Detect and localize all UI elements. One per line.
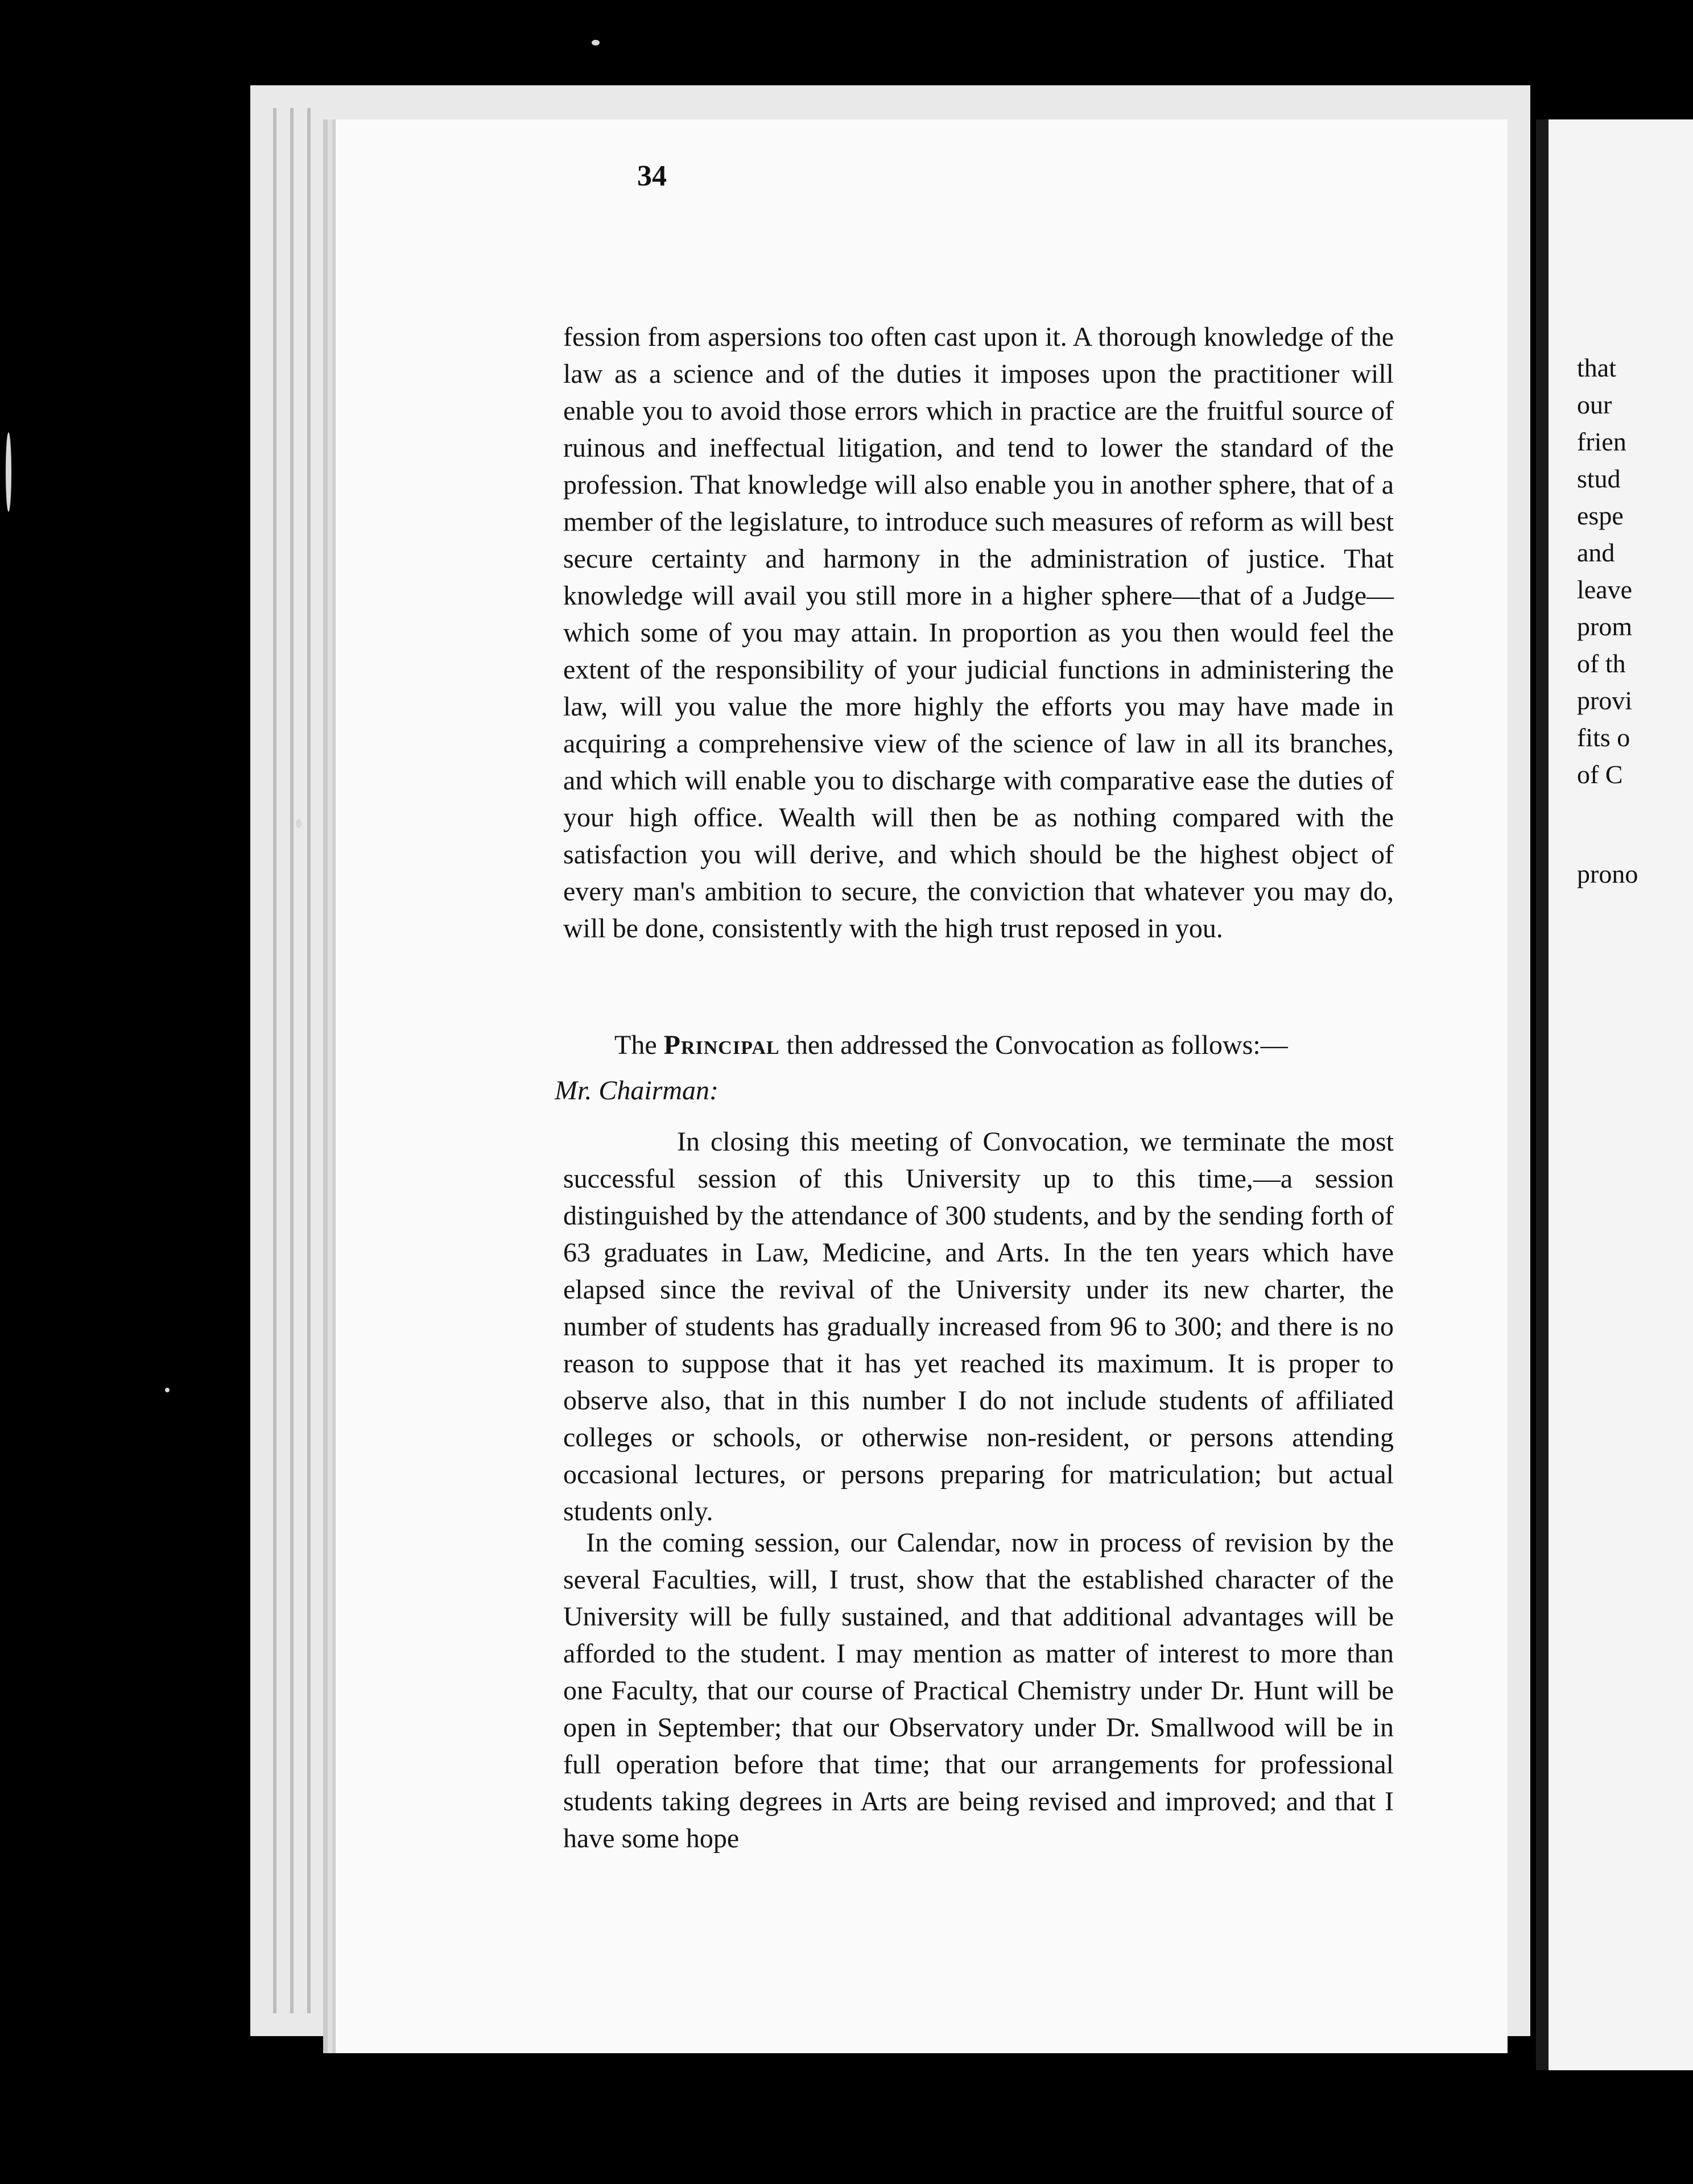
- facing-page-line: of th: [1577, 649, 1626, 678]
- facing-page-line: prono: [1577, 859, 1638, 888]
- scan-speck: [296, 819, 302, 828]
- page-edge: [273, 108, 276, 2013]
- facing-page-line: prom: [1577, 612, 1633, 641]
- page-edge: [307, 108, 311, 2013]
- page-number: 34: [637, 160, 667, 192]
- salutation: Mr. Chairman:: [555, 1076, 719, 1106]
- facing-page-line: of C: [1577, 760, 1623, 789]
- heading-principal: Principal: [663, 1030, 780, 1060]
- facing-page-line: frien: [1577, 427, 1626, 456]
- scan-speck: [592, 40, 600, 46]
- facing-page-line: espe: [1577, 501, 1624, 530]
- heading-suffix: then addressed the Convocation as follows:—: [779, 1030, 1288, 1060]
- facing-page-line: and: [1577, 538, 1615, 567]
- facing-page-line: stud: [1577, 464, 1621, 493]
- facing-page: [1536, 119, 1693, 2070]
- paragraph-2: In closing this meeting of Convocation, we terminate the most successful session of this University up to this time,—a session distinguished by the attendance of 300 students, and by the sending forth of 63 graduates in Law, Medicine, and Arts. In the ten years which have elapsed since the revival of the University under its new charter, the number of students has gradually increased from 96 to 300; and there is no reason to suppose that it has yet reached its maximum. It is proper to observe also, that in this number I do not include students of affiliated colleges or schools, or otherwise non-resident, or persons attending occasional lectures, or persons preparing for matriculation; but actual students only.: [563, 1127, 1394, 1527]
- section-heading: [614, 1029, 1288, 1061]
- scan-speck: [6, 432, 11, 512]
- heading-prefix: The: [614, 1030, 664, 1060]
- facing-page-line: that: [1577, 353, 1616, 382]
- facing-page-line: provi: [1577, 686, 1633, 715]
- page-edge: [290, 108, 294, 2013]
- facing-page-line: fits o: [1577, 723, 1630, 752]
- scan-speck: [165, 1388, 170, 1392]
- facing-page-line: our: [1577, 390, 1612, 419]
- paragraph-3: In the coming session, our Calendar, now in process of revision by the several Faculties, will, I trust, show that the established character of the University will be fully sustained, and that additional advantages will be afforded to the student. I may mention as matter of interest to more than one Faculty, that our course of Practical Chemistry under Dr. Hunt will be open in September; that our Observatory under Dr. Smallwood will be in full operation before that time; that our arrangements for professional students taking degrees in Arts are being revised and improved; and that I have some hope: [563, 1528, 1394, 1854]
- facing-page-line: leave: [1577, 575, 1633, 604]
- paragraph-1: fession from aspersions too often cast upon it. A thorough knowledge of the law as a science and of the duties it imposes upon the practitioner will enable you to avoid those errors which in practice are the fruitful source of ruinous and ineffectual litigation, and tend to lower the standard of the profession. That knowledge will also enable you in another sphere, that of a member of the legislature, to introduce such measures of reform as will best secure certainty and harmony in the administration of justice. That knowledge will avail you still more in a higher sphere—that of a Judge—which some of you may attain. In proportion as you then would feel the extent of the responsibility of your judicial functions in administering the law, will you value the more highly the efforts you may have made in acquiring a comprehensive view of the science of law in all its branches, and which will enable you to discharge with comparative ease the duties of your high office. Wealth will then be as nothing compared with the satisfaction you will derive, and which should be the highest object of every man's ambition to secure, the conviction that whatever you may do, will be done, consistently with the high trust reposed in you.: [563, 322, 1394, 944]
